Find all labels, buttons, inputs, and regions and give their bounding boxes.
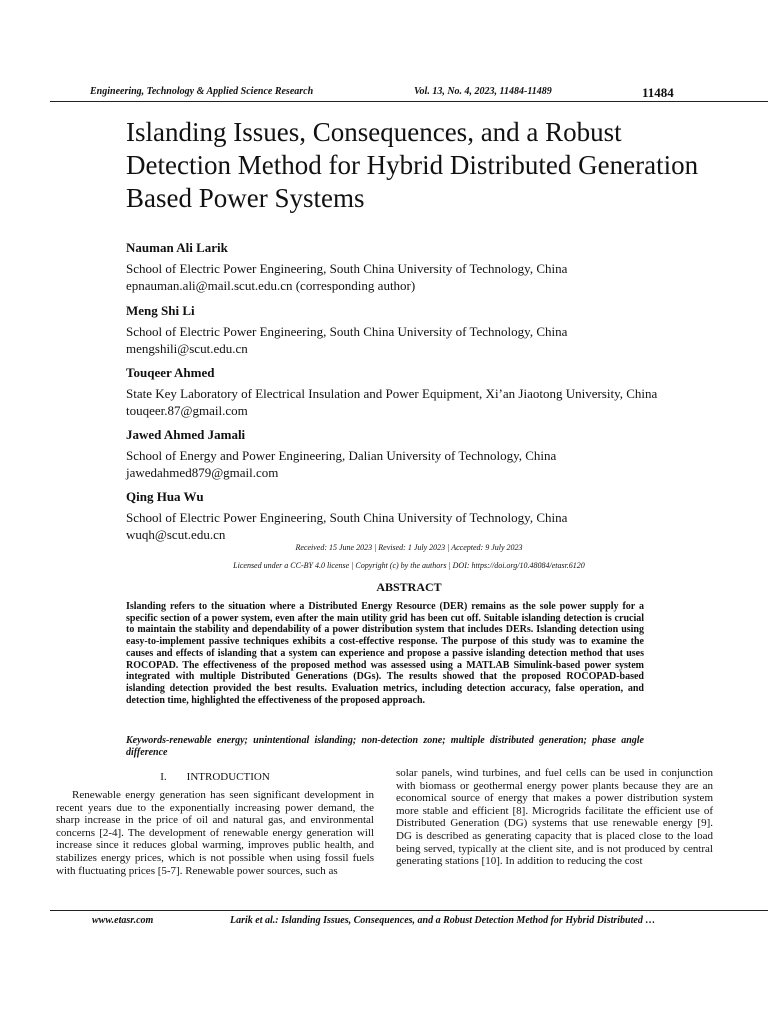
intro-paragraph: Renewable energy generation has seen significant development in recent years due to the exponentially increasing power demand, the sharp increase in the price of oil and natural gas, and environmental concerns [2-4]. The development of renewable energy generation will increase since it reduces global warming, improves public health, and stabilizes energy prices, which is not possible when using fossil fuels with fluctuating prices [5-7]. Renewable power sources, such as [56,789,374,877]
author-name: Meng Shi Li [126,303,195,318]
keywords: Keywords-renewable energy; unintentional islanding; non-detection zone; multiple distributed generation; phase angle difference [126,735,644,758]
left-column [56,789,374,877]
author-email: wuqh@scut.edu.cn [126,527,226,542]
submission-dates: Received: 15 June 2023 | Revised: 1 July 2023 | Accepted: 9 July 2023 [295,543,523,552]
author-email: mengshili@scut.edu.cn [126,341,248,356]
author-affiliation: School of Electric Power Engineering, South China University of Technology, China [126,324,568,339]
journal-name: Engineering, Technology & Applied Science Research [90,86,314,97]
author-block [126,427,726,481]
intro-paragraph-continued: solar panels, wind turbines, and fuel cells can be used in conjunction with biomass or geothermal energy power plants because they are an economical source of energy that makes a power distribution system more stable and efficient [8]. Microgrids facilitate the efficient use of Distributed Generation (DG) systems that use renewable energy [9]. DG is described as generating capacity that is placed close to the load being served, typically at the client site, and is not produced by central generating stations [10]. In addition to reducing the cost [396,767,713,868]
paper-title: Islanding Issues, Consequences, and a Robust Detection Method for Hybrid Distributed Generation Based Power Systems [126,117,699,213]
author-name: Jawed Ahmed Jamali [126,427,246,442]
running-title: Larik et al.: Islanding Issues, Consequences, and a Robust Detection Method for Hybrid Distributed … [230,915,656,926]
footer-rule [50,910,768,911]
volume-info: Vol. 13, No. 4, 2023, 11484-11489 [414,86,552,97]
author-affiliation: School of Electric Power Engineering, South China University of Technology, China [126,510,568,525]
author-affiliation: School of Energy and Power Engineering, Dalian University of Technology, China [126,448,557,463]
header-rule [50,101,768,102]
author-email: touqeer.87@gmail.com [126,403,248,418]
journal-website: www.etasr.com [92,915,154,926]
abstract-heading: ABSTRACT [376,580,442,594]
author-block [126,489,726,543]
author-name: Qing Hua Wu [126,489,204,504]
abstract-text: Islanding refers to the situation where a Distributed Energy Resource (DER) remains as the sole power supply for a specific section of a power system, even after the main utility grid has been cut off. Suitable islanding detection is crucial to maintain the stability and dependability of a power distribution system that includes DERs. Islanding detection using easy-to-implement passive techniques exhibits a cost-effective response. The purpose of this study was to examine the causes and effects of islanding that a system can experience and propose a passive islanding detection method that uses ROCOPAD. The effectiveness of the proposed method was assessed using a MATLAB Simulink-based power system integrated with multiple Distributed Generations (DGs). The results showed that the proposed ROCOPAD-based islanding detection provided the best results. Evaluation metrics, including detection accuracy, false operation, and detection time, highlighted the effectiveness of the proposed approach. [126,601,644,706]
author-email: jawedahmed879@gmail.com [126,465,279,480]
author-affiliation: State Key Laboratory of Electrical Insulation and Power Equipment, Xi’an Jiaotong University, China [126,386,658,401]
section-number: I. [160,771,167,783]
author-block [126,303,726,357]
author-block [126,240,726,294]
author-name: Nauman Ali Larik [126,240,228,255]
author-email: epnauman.ali@mail.scut.edu.cn (corresponding author) [126,278,416,293]
author-name: Touqeer Ahmed [126,365,215,380]
section-title: INTRODUCTION [186,771,270,783]
author-block [126,365,726,419]
author-affiliation: School of Electric Power Engineering, South China University of Technology, China [126,261,568,276]
page-number: 11484 [642,85,674,100]
section-heading [56,771,374,783]
license-line: Licensed under a CC-BY 4.0 license | Copyright (c) by the authors | DOI: https://doi.org/10.48084/etasr.6120 [233,561,585,570]
right-column [396,767,713,868]
